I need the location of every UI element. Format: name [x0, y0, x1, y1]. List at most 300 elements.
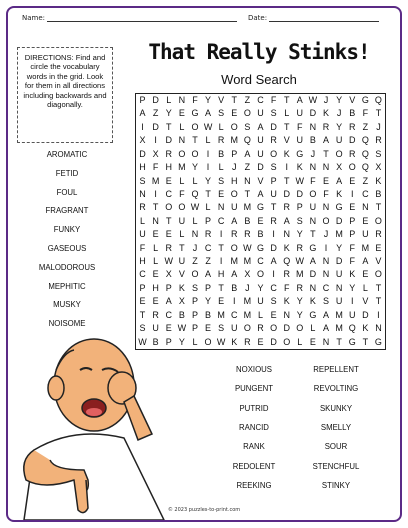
grid-letter[interactable]: Y: [257, 282, 264, 293]
grid-letter[interactable]: R: [348, 148, 356, 159]
grid-letter[interactable]: I: [154, 135, 157, 146]
grid-letter[interactable]: A: [336, 175, 343, 186]
grid-letter[interactable]: A: [231, 269, 238, 280]
grid-letter[interactable]: I: [272, 229, 275, 240]
grid-letter[interactable]: D: [270, 336, 277, 347]
grid-letter[interactable]: O: [230, 188, 238, 199]
grid-letter[interactable]: R: [270, 135, 277, 146]
grid-letter[interactable]: Q: [374, 95, 382, 105]
grid-letter[interactable]: B: [231, 282, 238, 293]
grid-letter[interactable]: K: [336, 188, 343, 199]
grid-letter[interactable]: A: [323, 309, 330, 320]
grid-letter[interactable]: F: [283, 282, 290, 293]
grid-letter[interactable]: O: [283, 336, 291, 347]
grid-letter[interactable]: X: [152, 148, 159, 159]
grid-letter[interactable]: N: [362, 202, 369, 213]
grid-letter[interactable]: K: [231, 336, 238, 347]
grid-letter[interactable]: N: [375, 323, 382, 334]
grid-letter[interactable]: X: [165, 269, 172, 280]
grid-letter[interactable]: Y: [165, 108, 172, 119]
grid-letter[interactable]: P: [165, 282, 172, 293]
grid-letter[interactable]: D: [152, 121, 159, 132]
grid-letter[interactable]: J: [310, 148, 316, 159]
grid-letter[interactable]: K: [362, 323, 369, 334]
grid-letter[interactable]: Y: [336, 95, 343, 105]
grid-letter[interactable]: P: [191, 309, 198, 320]
grid-letter[interactable]: D: [335, 215, 343, 226]
grid-letter[interactable]: U: [296, 108, 304, 119]
grid-letter[interactable]: J: [323, 95, 329, 105]
grid-letter[interactable]: W: [216, 336, 226, 347]
grid-letter[interactable]: T: [375, 202, 382, 213]
grid-letter[interactable]: S: [218, 323, 225, 334]
grid-letter[interactable]: T: [375, 296, 382, 307]
grid-letter[interactable]: O: [230, 121, 238, 132]
grid-letter[interactable]: O: [374, 269, 382, 280]
grid-letter[interactable]: C: [165, 309, 172, 320]
grid-letter[interactable]: M: [335, 309, 343, 320]
grid-letter[interactable]: T: [218, 282, 224, 293]
grid-letter[interactable]: N: [309, 121, 317, 132]
grid-letter[interactable]: O: [178, 202, 186, 213]
grid-letter[interactable]: T: [375, 282, 382, 293]
grid-letter[interactable]: F: [192, 95, 198, 105]
grid-letter[interactable]: Y: [296, 309, 303, 320]
grid-letter[interactable]: U: [270, 188, 277, 199]
grid-letter[interactable]: K: [349, 269, 356, 280]
grid-letter[interactable]: T: [270, 202, 277, 213]
grid-letter[interactable]: P: [349, 215, 356, 226]
grid-letter[interactable]: Y: [178, 336, 185, 347]
grid-letter[interactable]: Z: [244, 162, 251, 173]
grid-letter[interactable]: O: [178, 148, 186, 159]
grid-letter[interactable]: L: [166, 95, 172, 105]
grid-letter[interactable]: Y: [296, 229, 303, 240]
grid-letter[interactable]: F: [152, 162, 159, 173]
grid-letter[interactable]: I: [324, 242, 328, 253]
grid-letter[interactable]: E: [375, 242, 382, 253]
grid-letter[interactable]: A: [205, 269, 212, 280]
grid-letter[interactable]: J: [192, 242, 198, 253]
grid-letter[interactable]: C: [231, 309, 238, 320]
grid-letter[interactable]: L: [297, 336, 303, 347]
grid-letter[interactable]: O: [374, 215, 382, 226]
grid-letter[interactable]: R: [165, 148, 172, 159]
grid-letter[interactable]: B: [349, 108, 356, 119]
grid-letter[interactable]: F: [349, 256, 355, 267]
grid-letter[interactable]: E: [218, 188, 225, 199]
grid-letter[interactable]: T: [283, 95, 290, 105]
grid-letter[interactable]: W: [190, 202, 200, 213]
grid-letter[interactable]: L: [140, 215, 146, 226]
grid-letter[interactable]: T: [218, 242, 224, 253]
grid-letter[interactable]: U: [309, 202, 317, 213]
grid-letter[interactable]: S: [191, 282, 198, 293]
grid-letter[interactable]: V: [375, 256, 382, 267]
grid-letter[interactable]: Z: [205, 256, 211, 267]
grid-letter[interactable]: N: [152, 215, 159, 226]
grid-letter[interactable]: L: [192, 175, 198, 186]
grid-letter[interactable]: A: [231, 215, 238, 226]
grid-letter[interactable]: N: [335, 282, 343, 293]
grid-letter[interactable]: C: [217, 215, 225, 226]
grid-letter[interactable]: E: [152, 269, 159, 280]
grid-letter[interactable]: E: [165, 229, 172, 240]
grid-letter[interactable]: E: [178, 108, 185, 119]
grid-letter[interactable]: L: [205, 202, 211, 213]
grid-letter[interactable]: X: [139, 135, 146, 146]
grid-letter[interactable]: D: [270, 121, 277, 132]
grid-letter[interactable]: G: [361, 95, 369, 105]
grid-letter[interactable]: P: [139, 282, 146, 293]
grid-letter[interactable]: R: [296, 242, 304, 253]
grid-letter[interactable]: A: [309, 256, 316, 267]
grid-letter[interactable]: R: [283, 202, 290, 213]
grid-letter[interactable]: A: [323, 135, 330, 146]
grid-letter[interactable]: W: [177, 323, 187, 334]
grid-letter[interactable]: S: [296, 215, 303, 226]
grid-letter[interactable]: D: [270, 242, 277, 253]
grid-letter[interactable]: N: [217, 202, 225, 213]
grid-letter[interactable]: K: [283, 296, 290, 307]
grid-letter[interactable]: S: [270, 108, 277, 119]
grid-letter[interactable]: Q: [361, 148, 369, 159]
grid-letter[interactable]: K: [283, 242, 290, 253]
grid-letter[interactable]: Y: [296, 296, 303, 307]
grid-letter[interactable]: B: [309, 135, 316, 146]
grid-letter[interactable]: I: [219, 229, 223, 240]
grid-letter[interactable]: F: [179, 188, 185, 199]
grid-letter[interactable]: U: [335, 135, 343, 146]
grid-letter[interactable]: D: [309, 269, 317, 280]
grid-letter[interactable]: O: [243, 108, 251, 119]
grid-letter[interactable]: R: [375, 229, 382, 240]
grid-letter[interactable]: O: [322, 215, 330, 226]
grid-letter[interactable]: C: [165, 188, 172, 199]
grid-letter[interactable]: S: [375, 148, 382, 159]
grid-letter[interactable]: N: [191, 229, 199, 240]
grid-letter[interactable]: N: [139, 188, 146, 199]
grid-letter[interactable]: F: [310, 175, 316, 186]
grid-letter[interactable]: S: [218, 108, 225, 119]
grid-letter[interactable]: C: [362, 188, 369, 199]
grid-letter[interactable]: L: [310, 323, 316, 334]
grid-letter[interactable]: T: [283, 121, 290, 132]
grid-letter[interactable]: P: [270, 175, 277, 186]
grid-letter[interactable]: E: [323, 175, 330, 186]
grid-letter[interactable]: T: [139, 309, 146, 320]
grid-letter[interactable]: R: [204, 229, 212, 240]
grid-letter[interactable]: R: [217, 135, 225, 146]
grid-letter[interactable]: X: [336, 162, 343, 173]
grid-letter[interactable]: M: [217, 309, 225, 320]
grid-letter[interactable]: R: [296, 282, 304, 293]
grid-letter[interactable]: L: [192, 215, 198, 226]
grid-letter[interactable]: U: [257, 148, 264, 159]
grid-letter[interactable]: O: [165, 202, 173, 213]
grid-letter[interactable]: R: [270, 215, 277, 226]
grid-letter[interactable]: H: [139, 162, 146, 173]
grid-letter[interactable]: R: [257, 323, 264, 334]
grid-letter[interactable]: R: [322, 121, 330, 132]
grid-letter[interactable]: K: [296, 162, 303, 173]
grid-letter[interactable]: D: [165, 135, 172, 146]
grid-letter[interactable]: G: [374, 336, 382, 347]
grid-letter[interactable]: R: [244, 336, 251, 347]
grid-letter[interactable]: K: [309, 296, 316, 307]
grid-letter[interactable]: B: [205, 309, 212, 320]
grid-letter[interactable]: T: [166, 121, 172, 132]
grid-letter[interactable]: O: [270, 323, 278, 334]
grid-letter[interactable]: V: [349, 95, 356, 105]
grid-letter[interactable]: P: [231, 148, 238, 159]
name-line[interactable]: [47, 14, 237, 22]
grid-letter[interactable]: I: [141, 121, 144, 132]
grid-letter[interactable]: U: [335, 269, 343, 280]
grid-letter[interactable]: Y: [191, 162, 198, 173]
grid-letter[interactable]: Q: [361, 135, 369, 146]
grid-letter[interactable]: H: [165, 162, 172, 173]
grid-letter[interactable]: V: [178, 269, 185, 280]
grid-letter[interactable]: B: [257, 229, 264, 240]
grid-letter[interactable]: E: [165, 175, 172, 186]
grid-letter[interactable]: U: [231, 323, 238, 334]
grid-letter[interactable]: Y: [336, 242, 343, 253]
grid-letter[interactable]: B: [218, 148, 225, 159]
grid-letter[interactable]: Z: [192, 256, 198, 267]
name-field[interactable]: [22, 14, 237, 22]
grid-letter[interactable]: U: [178, 215, 186, 226]
grid-letter[interactable]: J: [232, 162, 237, 173]
grid-letter[interactable]: N: [309, 215, 317, 226]
grid-letter[interactable]: V: [283, 135, 290, 146]
grid-letter[interactable]: L: [218, 162, 224, 173]
grid-letter[interactable]: F: [270, 95, 277, 105]
grid-letter[interactable]: T: [310, 229, 316, 240]
grid-letter[interactable]: E: [309, 336, 316, 347]
grid-letter[interactable]: O: [191, 269, 199, 280]
grid-letter[interactable]: W: [308, 95, 318, 105]
grid-letter[interactable]: L: [362, 282, 368, 293]
grid-letter[interactable]: R: [139, 202, 146, 213]
grid-letter[interactable]: G: [348, 336, 356, 347]
grid-letter[interactable]: C: [270, 282, 277, 293]
grid-letter[interactable]: S: [139, 323, 146, 334]
grid-letter[interactable]: L: [218, 121, 224, 132]
grid-letter[interactable]: V: [257, 175, 264, 186]
grid-letter[interactable]: M: [335, 229, 343, 240]
grid-letter[interactable]: I: [233, 296, 236, 307]
grid-letter[interactable]: P: [205, 215, 212, 226]
grid-letter[interactable]: N: [322, 162, 330, 173]
grid-letter[interactable]: R: [375, 135, 382, 146]
grid-letter[interactable]: R: [152, 309, 159, 320]
grid-letter[interactable]: W: [295, 256, 305, 267]
grid-letter[interactable]: R: [244, 229, 251, 240]
grid-letter[interactable]: F: [139, 242, 146, 253]
grid-letter[interactable]: O: [270, 148, 278, 159]
grid-letter[interactable]: I: [350, 188, 354, 199]
grid-letter[interactable]: O: [296, 323, 304, 334]
grid-letter[interactable]: O: [230, 242, 238, 253]
grid-letter[interactable]: B: [178, 309, 185, 320]
grid-letter[interactable]: W: [164, 256, 173, 267]
grid-letter[interactable]: E: [152, 229, 159, 240]
grid-letter[interactable]: S: [270, 296, 277, 307]
grid-letter[interactable]: A: [257, 121, 264, 132]
grid-letter[interactable]: U: [178, 256, 186, 267]
grid-letter[interactable]: R: [283, 269, 290, 280]
grid-letter[interactable]: W: [138, 336, 147, 347]
grid-letter[interactable]: K: [283, 148, 290, 159]
grid-letter[interactable]: S: [244, 121, 251, 132]
grid-letter[interactable]: R: [231, 229, 238, 240]
grid-letter[interactable]: S: [323, 296, 330, 307]
grid-letter[interactable]: G: [256, 242, 264, 253]
grid-letter[interactable]: Y: [349, 282, 356, 293]
grid-letter[interactable]: A: [296, 95, 303, 105]
grid-letter[interactable]: T: [179, 242, 185, 253]
grid-letter[interactable]: B: [375, 188, 382, 199]
grid-letter[interactable]: J: [336, 108, 342, 119]
grid-letter[interactable]: K: [375, 175, 382, 186]
grid-letter[interactable]: M: [361, 242, 370, 253]
grid-letter[interactable]: A: [323, 323, 330, 334]
grid-letter[interactable]: K: [323, 108, 330, 119]
grid-letter[interactable]: Y: [205, 296, 212, 307]
grid-letter[interactable]: N: [322, 256, 330, 267]
grid-letter[interactable]: D: [362, 309, 369, 320]
grid-letter[interactable]: Y: [205, 175, 212, 186]
grid-letter[interactable]: Q: [243, 135, 251, 146]
grid-letter[interactable]: P: [191, 323, 198, 334]
grid-letter[interactable]: U: [257, 108, 264, 119]
grid-letter[interactable]: M: [243, 296, 252, 307]
grid-letter[interactable]: P: [205, 282, 212, 293]
grid-letter[interactable]: I: [272, 269, 275, 280]
grid-letter[interactable]: J: [376, 121, 381, 132]
grid-letter[interactable]: D: [152, 95, 159, 105]
grid-letter[interactable]: I: [377, 309, 380, 320]
grid-letter[interactable]: A: [362, 256, 369, 267]
grid-letter[interactable]: N: [244, 175, 251, 186]
grid-letter[interactable]: N: [309, 282, 317, 293]
grid-letter[interactable]: A: [283, 215, 290, 226]
grid-letter[interactable]: H: [152, 282, 159, 293]
grid-letter[interactable]: M: [230, 135, 239, 146]
grid-letter[interactable]: E: [362, 269, 369, 280]
grid-letter[interactable]: X: [178, 296, 185, 307]
grid-letter[interactable]: O: [191, 121, 199, 132]
date-line[interactable]: [269, 14, 379, 22]
grid-letter[interactable]: N: [283, 229, 290, 240]
grid-letter[interactable]: F: [362, 108, 369, 119]
grid-letter[interactable]: O: [348, 162, 356, 173]
grid-letter[interactable]: P: [139, 95, 146, 105]
grid-letter[interactable]: U: [335, 296, 343, 307]
grid-letter[interactable]: C: [204, 242, 212, 253]
grid-letter[interactable]: E: [152, 296, 159, 307]
grid-letter[interactable]: W: [243, 242, 252, 253]
grid-letter[interactable]: L: [284, 108, 290, 119]
grid-letter[interactable]: E: [362, 215, 369, 226]
grid-letter[interactable]: T: [152, 202, 159, 213]
grid-letter[interactable]: J: [323, 229, 329, 240]
grid-letter[interactable]: L: [257, 309, 263, 320]
grid-letter[interactable]: A: [165, 296, 172, 307]
grid-letter[interactable]: M: [178, 162, 186, 173]
grid-letter[interactable]: D: [348, 135, 356, 146]
grid-letter[interactable]: T: [244, 188, 251, 199]
grid-letter[interactable]: N: [283, 309, 290, 320]
grid-letter[interactable]: H: [217, 269, 225, 280]
grid-letter[interactable]: L: [179, 121, 185, 132]
grid-letter[interactable]: L: [192, 336, 198, 347]
grid-letter[interactable]: K: [178, 282, 185, 293]
grid-letter[interactable]: O: [204, 336, 212, 347]
grid-letter[interactable]: T: [166, 215, 172, 226]
grid-letter[interactable]: G: [296, 148, 304, 159]
grid-letter[interactable]: O: [243, 323, 251, 334]
grid-letter[interactable]: A: [205, 108, 212, 119]
grid-letter[interactable]: D: [335, 256, 343, 267]
grid-letter[interactable]: B: [152, 336, 159, 347]
grid-letter[interactable]: T: [283, 175, 290, 186]
grid-letter[interactable]: S: [218, 175, 225, 186]
grid-letter[interactable]: E: [270, 309, 277, 320]
grid-letter[interactable]: N: [178, 135, 186, 146]
grid-letter[interactable]: A: [139, 108, 146, 119]
grid-letter[interactable]: C: [257, 95, 264, 105]
grid-letter[interactable]: D: [257, 162, 264, 173]
grid-letter[interactable]: L: [179, 229, 185, 240]
grid-letter[interactable]: M: [151, 175, 160, 186]
grid-letter[interactable]: N: [322, 202, 330, 213]
grid-letter[interactable]: Q: [191, 188, 199, 199]
grid-letter[interactable]: A: [244, 148, 251, 159]
grid-letter[interactable]: D: [309, 108, 317, 119]
grid-letter[interactable]: V: [218, 95, 225, 105]
date-field[interactable]: [248, 14, 379, 22]
grid-letter[interactable]: T: [362, 336, 369, 347]
grid-letter[interactable]: L: [153, 256, 159, 267]
grid-letter[interactable]: I: [206, 162, 210, 173]
grid-letter[interactable]: H: [139, 256, 146, 267]
grid-letter[interactable]: D: [296, 188, 304, 199]
grid-letter[interactable]: F: [323, 188, 329, 199]
grid-letter[interactable]: G: [256, 202, 264, 213]
grid-letter[interactable]: L: [153, 242, 159, 253]
grid-letter[interactable]: P: [165, 336, 172, 347]
grid-letter[interactable]: M: [230, 256, 239, 267]
grid-letter[interactable]: O: [256, 269, 264, 280]
grid-letter[interactable]: E: [165, 323, 172, 334]
grid-letter[interactable]: N: [309, 162, 317, 173]
grid-letter[interactable]: C: [257, 256, 264, 267]
grid-letter[interactable]: T: [231, 95, 238, 105]
grid-letter[interactable]: P: [296, 202, 303, 213]
grid-letter[interactable]: O: [335, 148, 343, 159]
grid-letter[interactable]: O: [309, 188, 317, 199]
grid-letter[interactable]: E: [139, 296, 146, 307]
grid-letter[interactable]: Y: [205, 95, 212, 105]
grid-letter[interactable]: R: [165, 242, 172, 253]
grid-letter[interactable]: G: [191, 108, 199, 119]
grid-letter[interactable]: D: [283, 323, 290, 334]
grid-letter[interactable]: Z: [362, 121, 369, 132]
grid-letter[interactable]: A: [257, 188, 264, 199]
grid-letter[interactable]: G: [309, 242, 317, 253]
